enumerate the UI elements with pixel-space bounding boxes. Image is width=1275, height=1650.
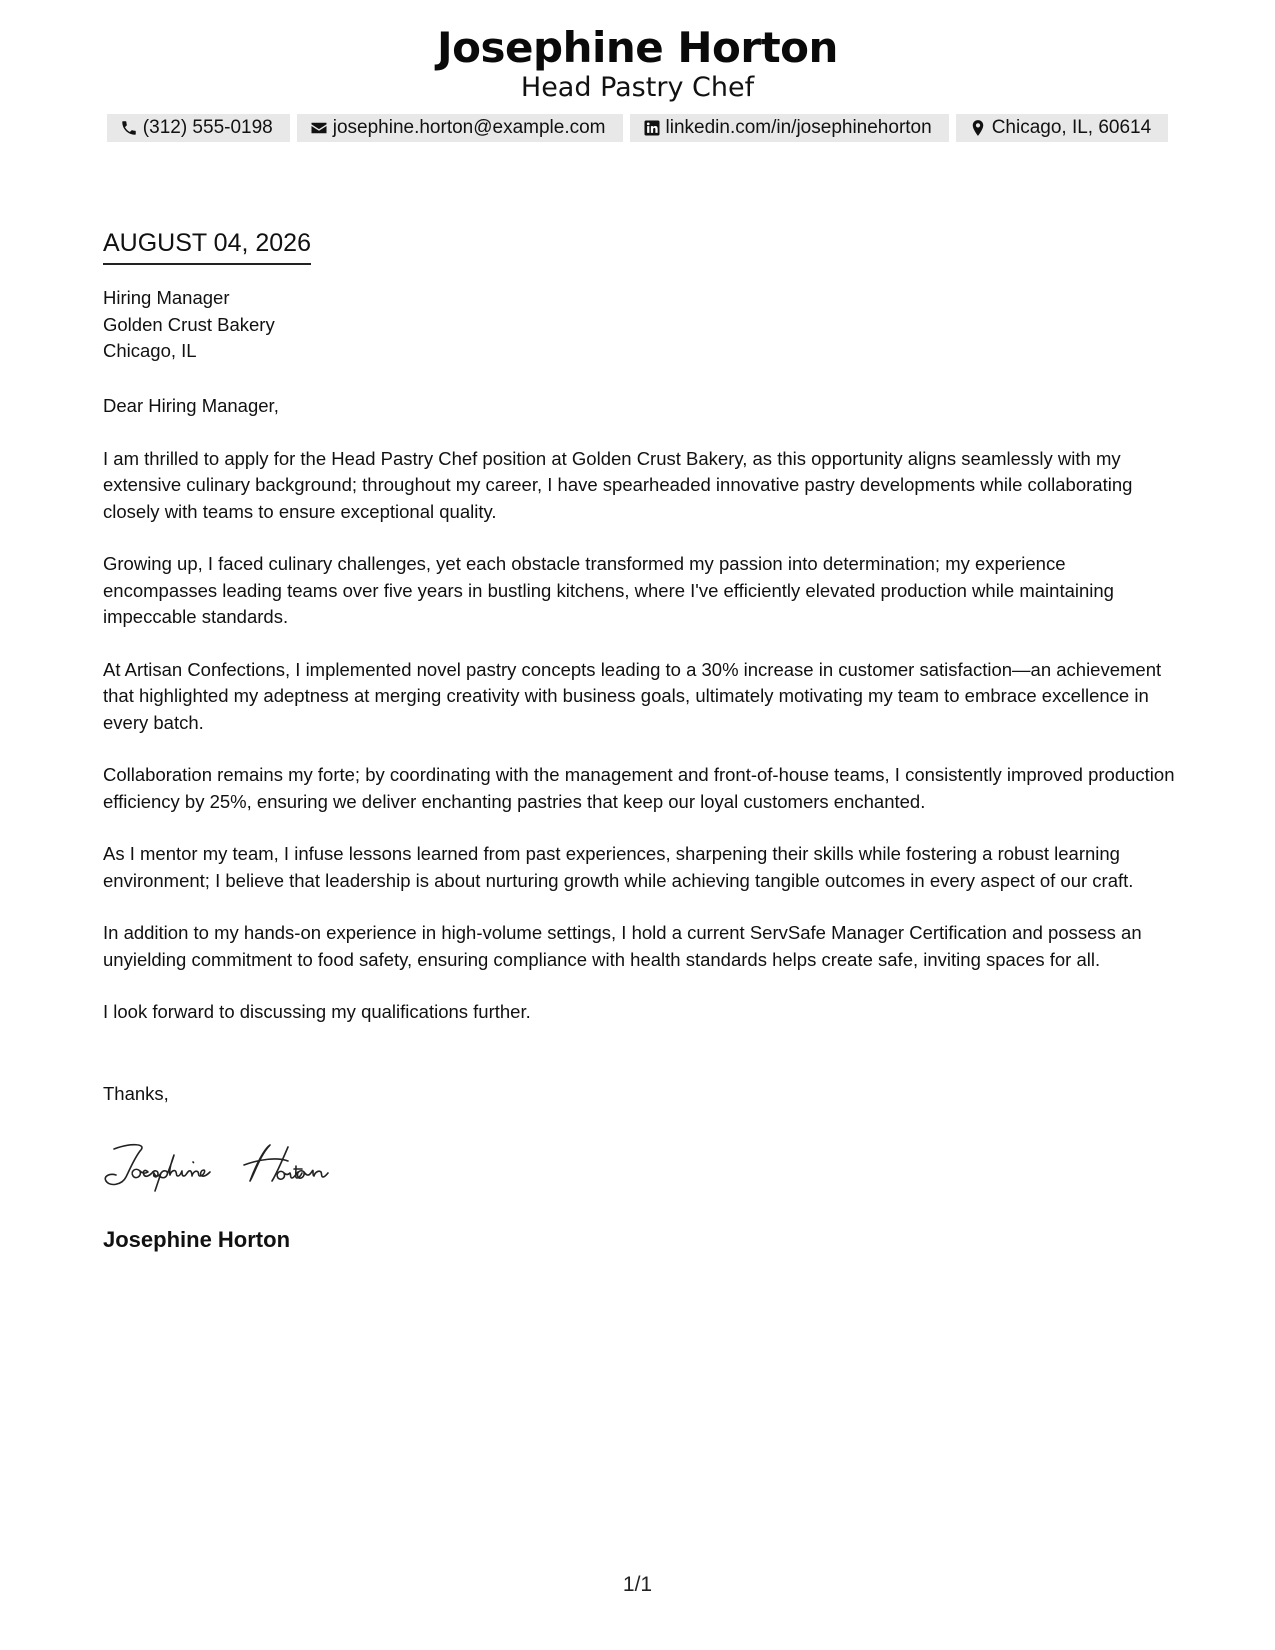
recipient-company: Golden Crust Bakery — [103, 313, 275, 335]
paragraph: Growing up, I faced culinary challenges, yet each obstacle transformed my passion into determination; my experience encompasses leading teams over five years in bustling kitchens, where I've efficiently elevated production while maintaining impeccable standards. — [103, 553, 1114, 627]
recipient-title: Hiring Manager — [103, 287, 230, 308]
contact-bar — [0, 114, 1275, 142]
closing: Thanks, — [103, 1083, 169, 1104]
letter-date: AUGUST 04, 2026 — [103, 226, 311, 265]
contact-location — [956, 114, 1169, 142]
applicant-role: Head Pastry Chef — [520, 72, 755, 103]
page-number: 1/1 — [622, 1573, 653, 1596]
handwritten-signature — [100, 1135, 370, 1195]
paragraph: As I mentor my team, I infuse lessons learned from past experiences, sharpening their skills while fostering a robust learning environment; I believe that leadership is about nurturing growth while achieving tangible outcomes in every aspect of our craft. — [103, 843, 1134, 891]
phone-text: (312) 555-0198 — [142, 117, 273, 138]
recipient-location: Chicago, IL — [103, 340, 197, 361]
recipient-block — [103, 285, 275, 365]
paragraph: In addition to my hands-on experience in high-volume settings, I hold a current ServSafe Manager Certification and possess an unyielding commitment to food safety, ensuring compliance with health standards helps create safe, inviting spaces for all. — [103, 922, 1142, 970]
email-text: josephine.horton@example.com — [332, 117, 606, 138]
letter-body — [103, 393, 1183, 1052]
map-pin-icon — [969, 119, 987, 137]
linkedin-text: linkedin.com/in/josephinehorton — [665, 117, 932, 138]
linkedin-icon — [643, 119, 661, 137]
envelope-icon — [310, 119, 328, 137]
paragraph: At Artisan Confections, I implemented novel pastry concepts leading to a 30% increase in customer satisfaction—an achievement that highlighted my adeptness at merging creativity with business goals, ultimately motivating my team to embrace excellence in every batch. — [103, 658, 1162, 733]
paragraph: I am thrilled to apply for the Head Pastry Chef position at Golden Crust Bakery, as this opportunity aligns seamlessly with my extensive culinary background; throughout my career, I have spearheaded innovative pastry developments while collaborating closely with teams to ensure exceptional quality. — [103, 447, 1133, 522]
letter-header — [0, 22, 1275, 104]
contact-phone — [107, 114, 290, 142]
paragraph: I look forward to discussing my qualifications further. — [103, 1001, 531, 1022]
paragraph: Collaboration remains my forte; by coordinating with the management and front-of-house teams, I consistently improved production efficiency by 25%, ensuring we deliver enchanting pastries that keep our loyal customers enchanted. — [103, 764, 1175, 812]
phone-icon — [120, 119, 138, 137]
contact-linkedin — [630, 114, 949, 142]
location-text: Chicago, IL, 60614 — [991, 117, 1152, 138]
applicant-name: Josephine Horton — [437, 23, 838, 72]
contact-email — [297, 114, 623, 142]
signed-name: Josephine Horton — [103, 1227, 291, 1252]
salutation: Dear Hiring Manager, — [103, 395, 279, 416]
